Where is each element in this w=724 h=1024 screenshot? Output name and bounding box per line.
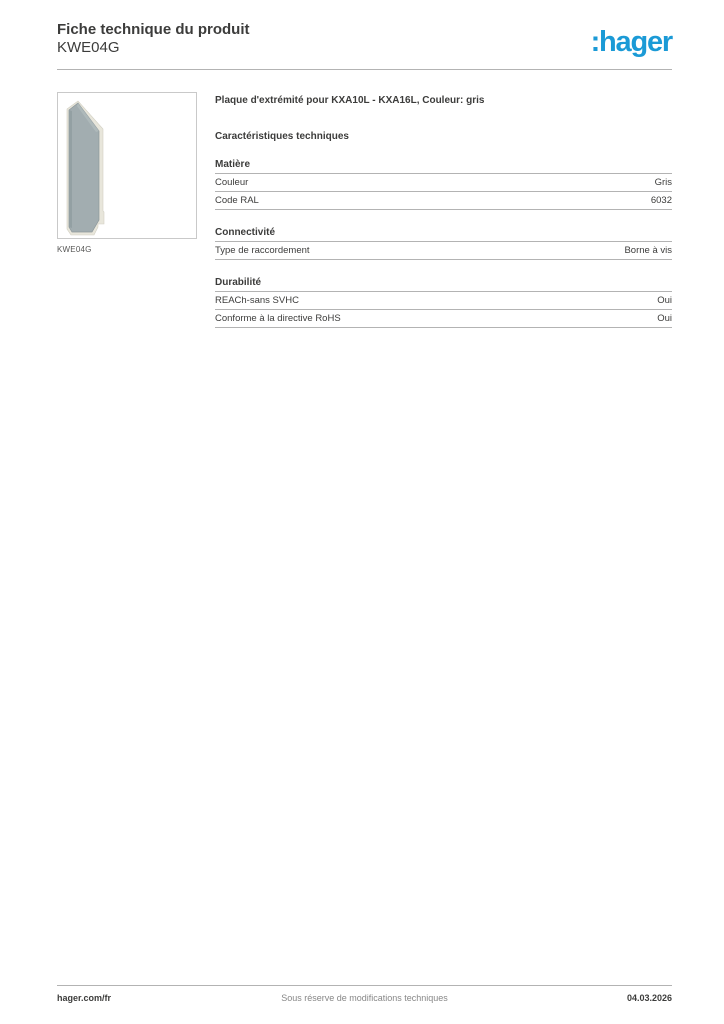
product-figure — [57, 92, 197, 254]
footer-website: hager.com/fr — [57, 993, 112, 1003]
hager-logo: :hager — [590, 26, 672, 58]
section-title: Durabilité — [215, 277, 672, 292]
footer — [57, 993, 672, 1003]
row-value: Oui — [657, 295, 672, 306]
page-title: Fiche technique du produit — [57, 21, 250, 38]
row-value: 6032 — [650, 195, 672, 206]
row-value: Oui — [657, 313, 672, 324]
row-label: REACh-sans SVHC — [215, 295, 299, 306]
footer-date: 04.03.2026 — [626, 993, 672, 1003]
row-label: Code RAL — [215, 195, 259, 206]
header — [57, 20, 672, 57]
section-durabilite — [215, 277, 672, 328]
table-row — [215, 310, 672, 328]
figure-caption: KWE04G — [57, 245, 92, 254]
content-column — [215, 95, 672, 328]
section-matiere — [215, 159, 672, 210]
table-row — [215, 242, 672, 260]
header-divider — [57, 69, 672, 70]
footer-disclaimer: Sous réserve de modifications techniques — [281, 993, 448, 1003]
row-value: Gris — [654, 177, 672, 188]
section-title: Connectivité — [215, 227, 672, 242]
table-row — [215, 192, 672, 210]
tech-characteristics-heading: Caractéristiques techniques — [215, 131, 349, 142]
product-image — [57, 92, 197, 239]
end-plate-illustration — [58, 93, 198, 240]
footer-divider — [57, 985, 672, 986]
row-label: Conforme à la directive RoHS — [215, 313, 341, 324]
product-code: KWE04G — [57, 39, 120, 56]
product-title: Plaque d'extrémité pour KXA10L - KXA16L, Couleur: gris — [215, 95, 485, 106]
table-row — [215, 292, 672, 310]
row-value: Borne à vis — [624, 245, 672, 256]
row-label: Couleur — [215, 177, 249, 188]
table-row — [215, 174, 672, 192]
section-title: Matière — [215, 159, 672, 174]
row-label: Type de raccordement — [215, 245, 310, 256]
section-connectivite — [215, 227, 672, 260]
